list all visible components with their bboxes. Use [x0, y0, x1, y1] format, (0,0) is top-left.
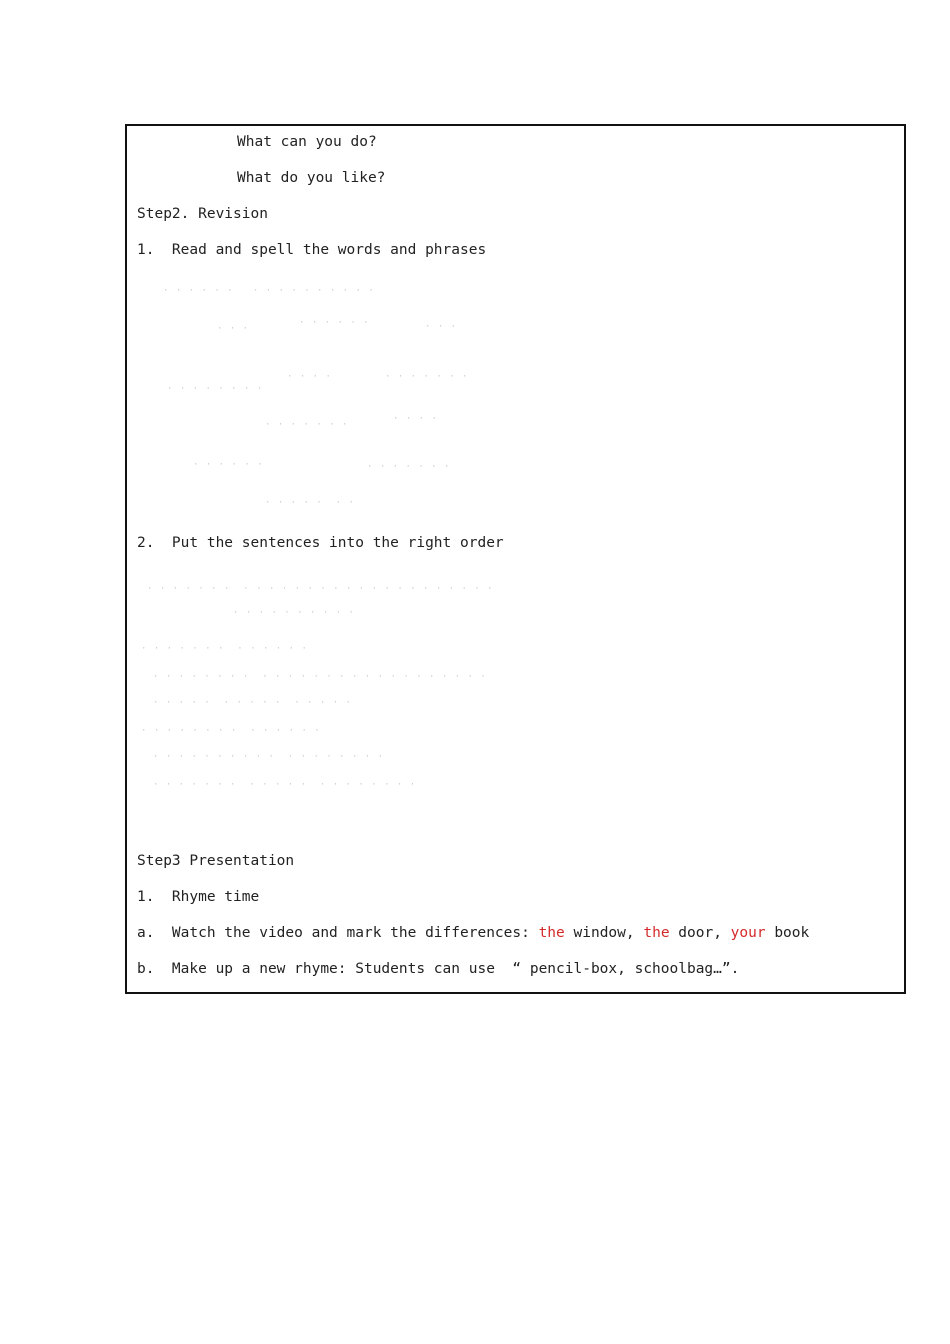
question-line: What can you do? — [237, 134, 377, 150]
highlight-word: the — [643, 925, 670, 941]
step-item: 1. Read and spell the words and phrases — [137, 242, 487, 258]
step-item: 1. Rhyme time — [137, 889, 260, 905]
rhyme-instruction-a — [137, 923, 809, 943]
instruction-text: a. Watch the video and mark the differences: — [137, 925, 539, 941]
instruction-text: window, — [564, 925, 644, 941]
instruction-text: door, — [669, 925, 731, 941]
highlight-word: the — [538, 925, 565, 941]
highlight-word: your — [730, 925, 766, 941]
step-item: 2. Put the sentences into the right order — [137, 535, 504, 551]
instruction-text: book — [765, 925, 810, 941]
step-heading: Step3 Presentation — [137, 853, 295, 869]
step-heading: Step2. Revision — [137, 206, 268, 222]
rhyme-instruction-b: b. Make up a new rhyme: Students can use “ pencil-box, schoolbag…”. — [137, 961, 740, 977]
lesson-plan-box: What can you do? What do you like? Step2. Revision 1. Read and spell the words and phrases · · · · · · · · · · · · · · · · · · · · · · · · · · · · · · · · · · · · · · · · · · · · · · · · · · · · · · · · · · · · · · · · · · · · · · · · · · · · · · 2. Put the sentences into the right order · · · · · · · · · · · · · · · · · · · · · · · · · · · · · · · · · · · · · · · · · · · · · · · · · · · · · · · · · · · · · · · · · · · · · · · · · · · · · · · · · · · · · · · · · · · · · · · · · · · · · · · · · · · · · · · · · · · · · · · · · · · · · · · · · · · · · · · · · · · · · · · Step3 Presentation 1. Rhyme time a. Watch the video and mark the differences: the window, the door, your book b. Make up a new rhyme: Students can use “ pencil-box, schoolbag…”. — [125, 124, 906, 994]
question-line: What do you like? — [237, 170, 386, 186]
